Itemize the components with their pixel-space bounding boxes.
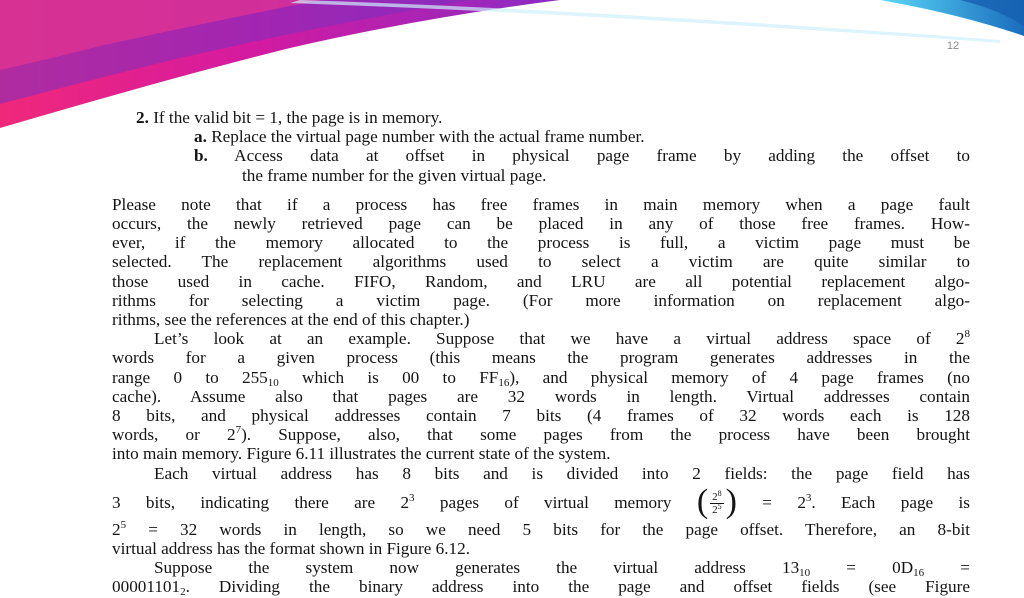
list-marker: 2. xyxy=(136,108,149,127)
paragraph-line: virtual address has the format shown in Figure 6.12. xyxy=(112,539,471,559)
paragraph-line: 8 bits, and physical addresses contain 7 bits (4 frames of 32 words each is 128 xyxy=(112,406,970,426)
paragraph-line xyxy=(112,368,970,387)
text-run: . Each page is xyxy=(811,492,970,512)
paragraph-line: Each virtual address has 8 bits and is divided into 2 fields: the page field has xyxy=(154,463,970,483)
paragraph-page-fault xyxy=(112,195,970,329)
paragraph-line: rithms for selecting a victim page. (For more information on replacement algo- xyxy=(112,290,970,310)
text-run: words, or 2 xyxy=(112,425,236,445)
fraction-denominator: $2^5$ xyxy=(712,502,722,517)
text-run: 3 bits, indicating there are 2 xyxy=(112,492,410,512)
fraction-numerator: $2^8$ xyxy=(712,489,722,504)
subscript: 10 xyxy=(267,376,279,389)
paragraph-line: into main memory. Figure 6.11 illustrates the current state of the system. xyxy=(112,444,611,464)
list-text: If the valid bit = 1, the page is in memory. xyxy=(153,108,443,127)
fraction xyxy=(710,491,724,516)
paragraph-line-with-fraction xyxy=(112,482,970,520)
text-run: ). Suppose, also, that some pages from the process have been brought xyxy=(241,425,970,445)
paragraph-line: words for a given process (this means the program generates addresses in the xyxy=(112,348,970,368)
text-run: range 0 to 255 xyxy=(112,367,268,387)
superscript: 5 xyxy=(120,518,127,531)
list-text: Replace the virtual page number with the actual frame number. xyxy=(211,127,645,147)
text-run: . Dividing the binary address into the page and offset fields (see Figure xyxy=(185,577,970,597)
paragraph-line: cache). Assume also that pages are 32 words in length. Virtual addresses contain xyxy=(112,386,970,406)
paragraph-line: selected. The replacement algorithms used to select a victim are quite similar to xyxy=(112,252,970,272)
paragraph-line xyxy=(112,577,970,596)
paragraph-line: Please note that if a process has free frames in main memory when a page fault xyxy=(112,194,970,214)
list-marker: b. xyxy=(194,146,208,166)
text-run: = 0D xyxy=(810,558,914,578)
paragraph-line xyxy=(112,558,970,580)
subscript: 16 xyxy=(913,567,925,580)
text-run: 2 xyxy=(112,519,121,539)
superscript: 7 xyxy=(235,424,242,437)
text-run: Suppose the system now generates the virtual address 13 xyxy=(154,558,800,578)
list-item-2 xyxy=(136,108,970,127)
list-text: Access data at offset in physical page frame by adding the offset to xyxy=(234,146,970,166)
text-run: which is 00 to FF xyxy=(278,367,499,387)
text-run: = 32 words in length, so we need 5 bits for the page offset. Therefore, an 8-bit xyxy=(126,519,970,539)
superscript: 8 xyxy=(964,328,970,341)
paragraph-line xyxy=(112,520,970,539)
superscript: 3 xyxy=(409,491,415,504)
text-run: pages of virtual memory xyxy=(414,492,697,512)
list-marker: a. xyxy=(194,127,207,147)
paragraph-line xyxy=(112,329,970,348)
paragraph-line: occurs, the newly retrieved page can be placed in any of those free frames. How- xyxy=(112,214,970,234)
right-paren: ) xyxy=(725,482,737,520)
list-item-b-continuation: the frame number for the given virtual page. xyxy=(242,165,547,185)
superscript: 3 xyxy=(805,491,812,504)
paragraph-example xyxy=(112,329,970,463)
paragraph-address-fields xyxy=(112,464,970,559)
subscript: 10 xyxy=(799,567,811,580)
list-item-a xyxy=(194,127,970,146)
paragraph-line: ever, if the memory allocated to the process is full, a victim page must be xyxy=(112,233,970,253)
list-item-b xyxy=(194,146,970,165)
page-number: 12 xyxy=(946,40,960,52)
text-run: = xyxy=(924,558,970,578)
text-run: ), and physical memory of 4 page frames (no xyxy=(509,367,970,387)
paragraph-example-address xyxy=(112,558,970,596)
textbook-excerpt xyxy=(112,108,970,597)
paragraph-line: rithms, see the references at the end of this chapter.) xyxy=(112,310,470,330)
text-run: Let’s look at an example. Suppose that we have a virtual address space of 2 xyxy=(154,329,965,349)
text-run: 00001101 xyxy=(112,577,181,597)
left-paren: ( xyxy=(696,482,709,520)
subscript: 16 xyxy=(498,376,510,389)
paragraph-line: those used in cache. FIFO, Random, and LRU are all potential replacement algo- xyxy=(112,271,970,291)
paragraph-line xyxy=(112,425,970,444)
text-run: = 2 xyxy=(736,492,806,512)
subscript: 2 xyxy=(180,586,186,598)
